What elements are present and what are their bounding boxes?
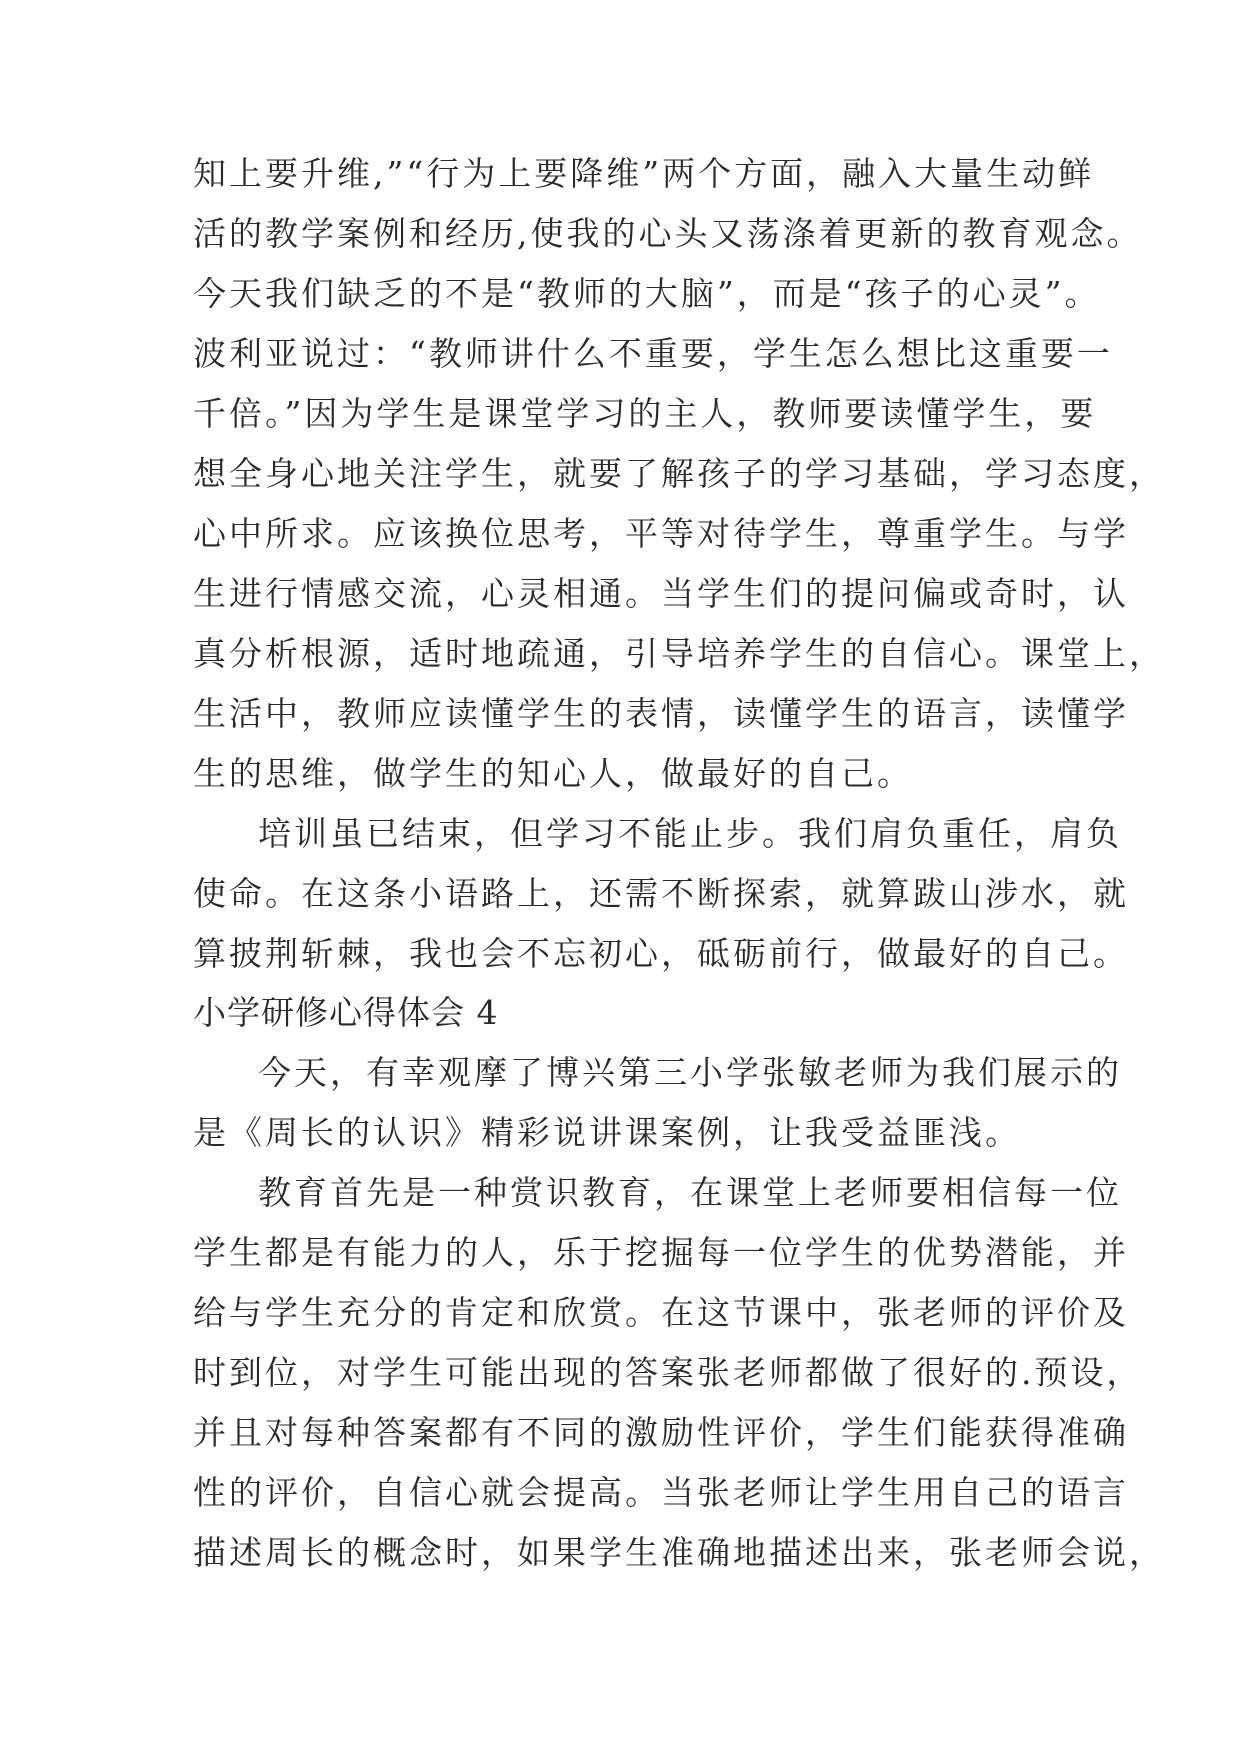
paragraph-first-line: 培训虽已结束，但学习不能止步。我们肩负重任，肩负 [258,814,1122,853]
text-line: 波利亚说过：“教师讲什么不重要，学生怎么想比这重要一 [193,334,1113,373]
text-line: 给与学生充分的肯定和欣赏。在这节课中，张老师的评价及 [193,1293,1129,1332]
text-line: 描述周长的概念时，如果学生准确地描述出来，张老师会说， [193,1533,1165,1572]
text-line: 今天我们缺乏的不是“教师的大脑”，而是“孩子的心灵”。 [193,274,1101,313]
paragraph-first-line: 今天，有幸观摩了博兴第三小学张敏老师为我们展示的 [258,1053,1122,1092]
text-line: 是《周长的认识》精彩说讲课案例，让我受益匪浅。 [193,1113,1021,1152]
text-line: 使命。在这条小语路上，还需不断探索，就算跋山涉水，就 [193,874,1129,913]
text-line: 生进行情感交流，心灵相通。当学生们的提问偏或奇时，认 [193,574,1129,613]
text-line: 真分析根源，适时地疏通，引导培养学生的自信心。课堂上， [193,634,1165,673]
text-line: 性的评价，自信心就会提高。当张老师让学生用自己的语言 [193,1473,1129,1512]
text-line: 并且对每种答案都有不同的激励性评价，学生们能获得准确 [193,1413,1129,1452]
text-line: 生活中，教师应读懂学生的表情，读懂学生的语言，读懂学 [193,694,1129,733]
text-line: 千倍。”因为学生是课堂学习的主人，教师要读懂学生，要 [193,394,1097,433]
text-line: 知上要升维,”“行为上要降维”两个方面，融入大量生动鲜 [193,154,1095,193]
text-line: 算披荆斩棘，我也会不忘初心，砥砺前行，做最好的自己。 [193,934,1129,973]
text-line: 学生都是有能力的人，乐于挖掘每一位学生的优势潜能，并 [193,1233,1129,1272]
text-line: 想全身心地关注学生，就要了解孩子的学习基础，学习态度， [193,454,1165,493]
paragraph-first-line: 教育首先是一种赏识教育，在课堂上老师要相信每一位 [258,1173,1122,1212]
text-line: 时到位，对学生可能出现的答案张老师都做了很好的.预设， [193,1353,1143,1392]
section-heading: 小学研修心得体会 4 [193,993,499,1032]
text-line: 生的思维，做学生的知心人，做最好的自己。 [193,754,913,793]
text-line: 心中所求。应该换位思考，平等对待学生，尊重学生。与学 [193,514,1129,553]
text-line: 活的教学案例和经历,使我的心头又荡涤着更新的教育观念。 [193,214,1143,253]
